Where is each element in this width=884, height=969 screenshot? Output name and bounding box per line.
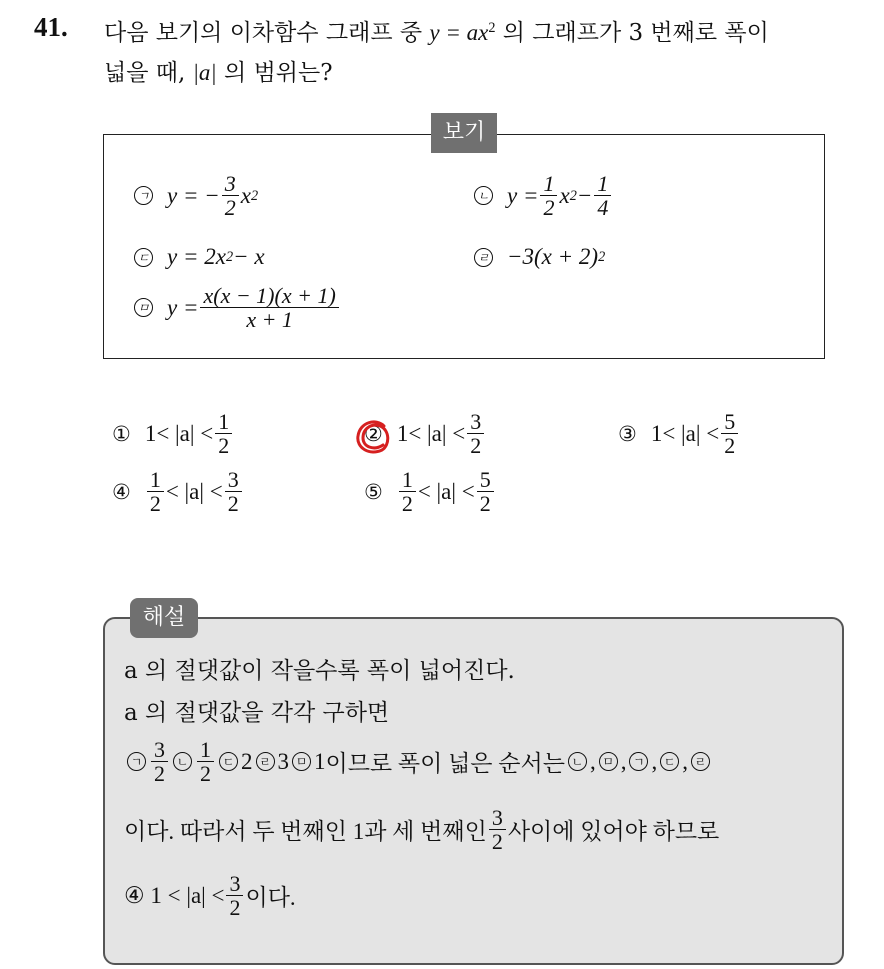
choice-4[interactable]: ④ $\frac{1}{2}$ < |a| < $\frac{3}{2}$	[112, 468, 244, 515]
example-item-2: ㄴ y = $\frac{1}{2}$ x 2 − $\frac{1}{4}$	[474, 172, 613, 219]
solution-line-1: a 의 절댓값이 작을수록 폭이 넓어진다.	[124, 658, 515, 684]
choice-5[interactable]: ⑤ $\frac{1}{2}$ < |a| < $\frac{5}{2}$	[364, 468, 496, 515]
question-formula: y = ax	[429, 20, 489, 45]
choice-1[interactable]: ① 1 < |a| < $\frac{1}{2}$	[112, 410, 234, 457]
question-line-2: 넓을 때, |a| 의 범위는?	[104, 60, 333, 86]
solution-title: 해설	[130, 598, 198, 638]
example-item-3: ㄷ y = 2x 2 − x	[134, 244, 265, 270]
question-number: 41.	[34, 12, 68, 42]
solution-line-2: a 의 절댓값을 각각 구하면	[124, 700, 390, 726]
example-item-1: ㄱ y = − $\frac{3}{2}$ x 2	[134, 172, 258, 219]
example-item-5: ㅁ y = $\frac{x(x - 1)(x + 1)}{x + 1}$	[134, 284, 341, 331]
solution-line-4: 이다. 따라서 두 번째인 1과 세 번째인 $\frac{3}{2}$ 사이에 있어야 하므로	[124, 805, 720, 855]
choice-2[interactable]: ② 1 < |a| < $\frac{3}{2}$	[364, 410, 486, 457]
solution-line-5: ④ 1 < |a| < $\frac{3}{2}$ 이다.	[124, 871, 296, 921]
solution-line-3: ㄱ $\frac{3}{2}$ ㄴ $\frac{1}{2}$ ㄷ 2 ㄹ 3 ㅁ 1 이므로 폭이 넓은 순서는 ㄴ , ㅁ , ㄱ , ㄷ , ㄹ	[124, 738, 713, 785]
circled-rieul-mark: ㄹ	[474, 248, 493, 267]
question-line-1: 다음 보기의 이차함수 그래프 중 $y = ax^2$ 의 그래프가 3 번째로 폭이	[104, 20, 769, 46]
answer-circle-mark	[354, 418, 394, 458]
circled-mieum-mark: ㅁ	[134, 298, 153, 317]
example-item-4: ㄹ −3(x + 2) 2	[474, 244, 605, 270]
example-box-title: 보기	[431, 113, 497, 153]
circled-giyeok-mark: ㄱ	[134, 186, 153, 205]
circled-digeut-mark: ㄷ	[134, 248, 153, 267]
circled-nieun-mark: ㄴ	[474, 186, 493, 205]
choice-3[interactable]: ③ 1 < |a| < $\frac{5}{2}$	[618, 410, 740, 457]
